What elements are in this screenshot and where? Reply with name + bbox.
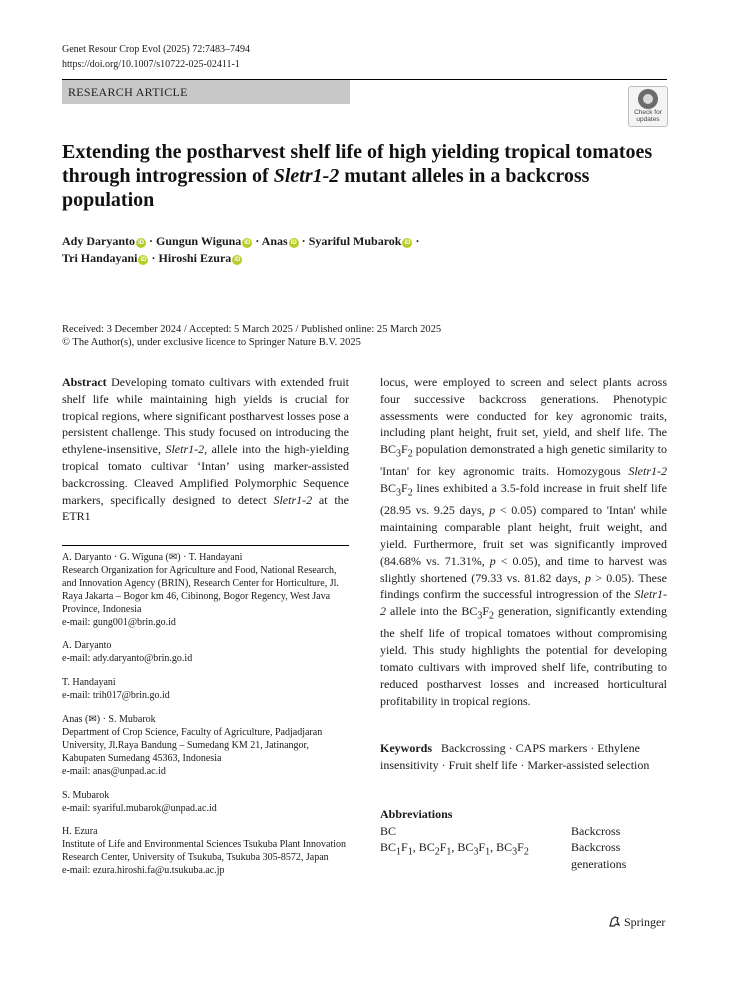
author-name[interactable]: Hiroshi Ezura bbox=[158, 251, 232, 265]
abbreviation-row: BC Backcross bbox=[380, 823, 621, 838]
email-link[interactable]: e-mail: ady.daryanto@brin.go.id bbox=[62, 653, 193, 665]
dates-line: Received: 3 December 2024 / Accepted: 5 March 2025 / Published online: 25 March 2025 bbox=[62, 324, 442, 335]
affiliation-block: A. Daryanto · G. Wiguna (✉) · T. Handayani Research Organization for Agriculture and Food, National Research, and Innovation Agency (BRIN), Research Center for Horticulture, Jl. Raya Jakarta – Bogor km 46, Cibinong, Bogor Regency, West Java Province, Indonesia e-mail: gung001@brin.go.id bbox=[62, 552, 339, 628]
abstract-column-right: locus, were employed to screen and select plants across four successive backcross generations. Phenotypic assessments were conducted for key agronomic traits, including plant height, fruit set, yield, and shelf life. The $BC_3F_2$ population demonstrated a high genetic similarity to 'Intan' for key agronomic traits. Homozygous Sletr1-2 $BC_3F_2$ lines exhibited a 3.5-fold increase in fruit shelf life (28.95 vs. 9.25 days, p < 0.05) compared to 'Intan' while maintaining comparable plant height, fruit weight, and yield. Furthermore, fruit set was significantly improved (84.68% vs. 71.31%, p < 0.05), and time to harvest was slightly shortened (79.33 vs. 81.82 days, p > 0.05). These findings confirm the successful introgression of the Sletr1-2 allele into the $BC_3F_2$ generation, significantly extending the shelf life of tropical tomatoes without compromising yield. This study highlights the potential for developing tomato cultivars with improved shelf life, contributing to reduced postharvest losses and increased horticultural profitability in tropical regions. bbox=[380, 375, 668, 708]
author-list: Ady Daryanto iD · Gungun Wiguna iD · Anas iD · Syariful Mubarok iD · Tri Handayani iD · Hiroshi Ezura iD bbox=[62, 234, 420, 265]
abbreviations-heading: Abbreviations bbox=[380, 807, 453, 821]
affiliation-block: Anas (✉) · S. Mubarok Department of Crop Science, Faculty of Agriculture, Padjadjaran University, Jl.Raya Bandung – Sumedang KM 21, Jatinangor, Kabupaten Sumedang 45363, Indonesia e-mail: anas@unpad.ac.id bbox=[62, 714, 323, 777]
copyright-line: © The Author(s), under exclusive licence to Springer Nature B.V. 2025 bbox=[62, 337, 361, 348]
affiliation-block: H. Ezura Institute of Life and Environmental Sciences Tsukuba Plant Innovation Research Center, University of Tsukuba, Tsukuba 305-8572, Japan e-mail: ezura.hiroshi.fa@u.tsukuba.ac.jp bbox=[62, 826, 347, 877]
orcid-icon[interactable]: iD bbox=[234, 257, 241, 263]
article-type: RESEARCH ARTICLE bbox=[68, 85, 188, 99]
author-name[interactable]: Tri Handayani bbox=[62, 251, 138, 265]
affiliation-rule bbox=[62, 545, 349, 546]
keywords-list: Backcrossing · CAPS markers · Ethylene insensitivity · Fruit shelf life · Marker-assisted selection bbox=[380, 741, 650, 772]
orcid-icon[interactable]: iD bbox=[138, 240, 145, 246]
keywords bbox=[380, 740, 667, 774]
email-link[interactable]: e-mail: anas@unpad.ac.id bbox=[62, 765, 166, 777]
orcid-icon[interactable]: iD bbox=[404, 240, 411, 246]
author-name[interactable]: Ady Daryanto bbox=[62, 234, 136, 248]
check-updates-label: Check for updates bbox=[634, 109, 662, 123]
keywords-heading: Keywords bbox=[380, 741, 432, 755]
abbreviation-row: $BC_1F_1$, $BC_2F_1$, $BC_3F_1$, $BC_3F_2$ Backcross generations bbox=[380, 840, 627, 871]
email-link[interactable]: e-mail: gung001@brin.go.id bbox=[62, 616, 176, 628]
affiliation-block: A. Daryanto e-mail: ady.daryanto@brin.go.id bbox=[62, 640, 193, 665]
abbreviations bbox=[380, 806, 667, 872]
email-link[interactable]: e-mail: syariful.mubarok@unpad.ac.id bbox=[62, 802, 217, 814]
check-for-updates-badge[interactable] bbox=[628, 86, 668, 127]
abstract-heading: Abstract bbox=[62, 375, 107, 389]
affiliation-block: S. Mubarok e-mail: syariful.mubarok@unpad.ac.id bbox=[62, 789, 217, 814]
orcid-icon[interactable]: iD bbox=[244, 240, 251, 246]
orcid-icon[interactable]: iD bbox=[290, 240, 297, 246]
affiliations bbox=[62, 552, 352, 889]
email-link[interactable]: e-mail: trih017@brin.go.id bbox=[62, 690, 170, 702]
journal-citation: Genet Resour Crop Evol (2025) 72:7483–7494 bbox=[62, 44, 251, 55]
abstract-column-left: Abstract Developing tomato cultivars with extended fruit shelf life while maintaining high yields is crucial for tropical regions, where significant postharvest losses pose a persistent challenge. This study focused on introducing the ethylene-insensitive, Sletr1-2, allele into the high-yielding tropical tomato cultivar ‘Intan’ using marker-assisted backcrossing. Cleaved Amplified Polymorphic Sequence markers, specifically designed to detect Sletr1-2 at the ETR1 bbox=[62, 375, 350, 524]
springer-horse-icon bbox=[608, 915, 621, 928]
check-updates-icon bbox=[638, 89, 658, 109]
publication-dates bbox=[62, 323, 441, 349]
author-name[interactable]: Gungun Wiguna bbox=[156, 234, 242, 248]
author-name[interactable]: Syariful Mubarok bbox=[308, 234, 402, 248]
article-title: Extending the postharvest shelf life of high yielding tropical tomatoes through introgression of Sletr1-2 mutant alleles in a backcross population bbox=[62, 141, 653, 211]
journal-header bbox=[62, 42, 250, 72]
orcid-icon[interactable]: iD bbox=[140, 257, 147, 263]
affiliation-block: T. Handayani e-mail: trih017@brin.go.id bbox=[62, 677, 170, 702]
title-gene-name: Sletr1-2 bbox=[273, 165, 340, 187]
author-name[interactable]: Anas bbox=[261, 234, 288, 248]
publisher-logo bbox=[608, 915, 665, 930]
doi-link[interactable]: https://doi.org/10.1007/s10722-025-02411-1 bbox=[62, 59, 240, 70]
email-link[interactable]: e-mail: ezura.hiroshi.fa@u.tsukuba.ac.jp bbox=[62, 865, 225, 877]
article-type-banner bbox=[62, 80, 350, 104]
publisher-name: Springer bbox=[624, 915, 666, 929]
